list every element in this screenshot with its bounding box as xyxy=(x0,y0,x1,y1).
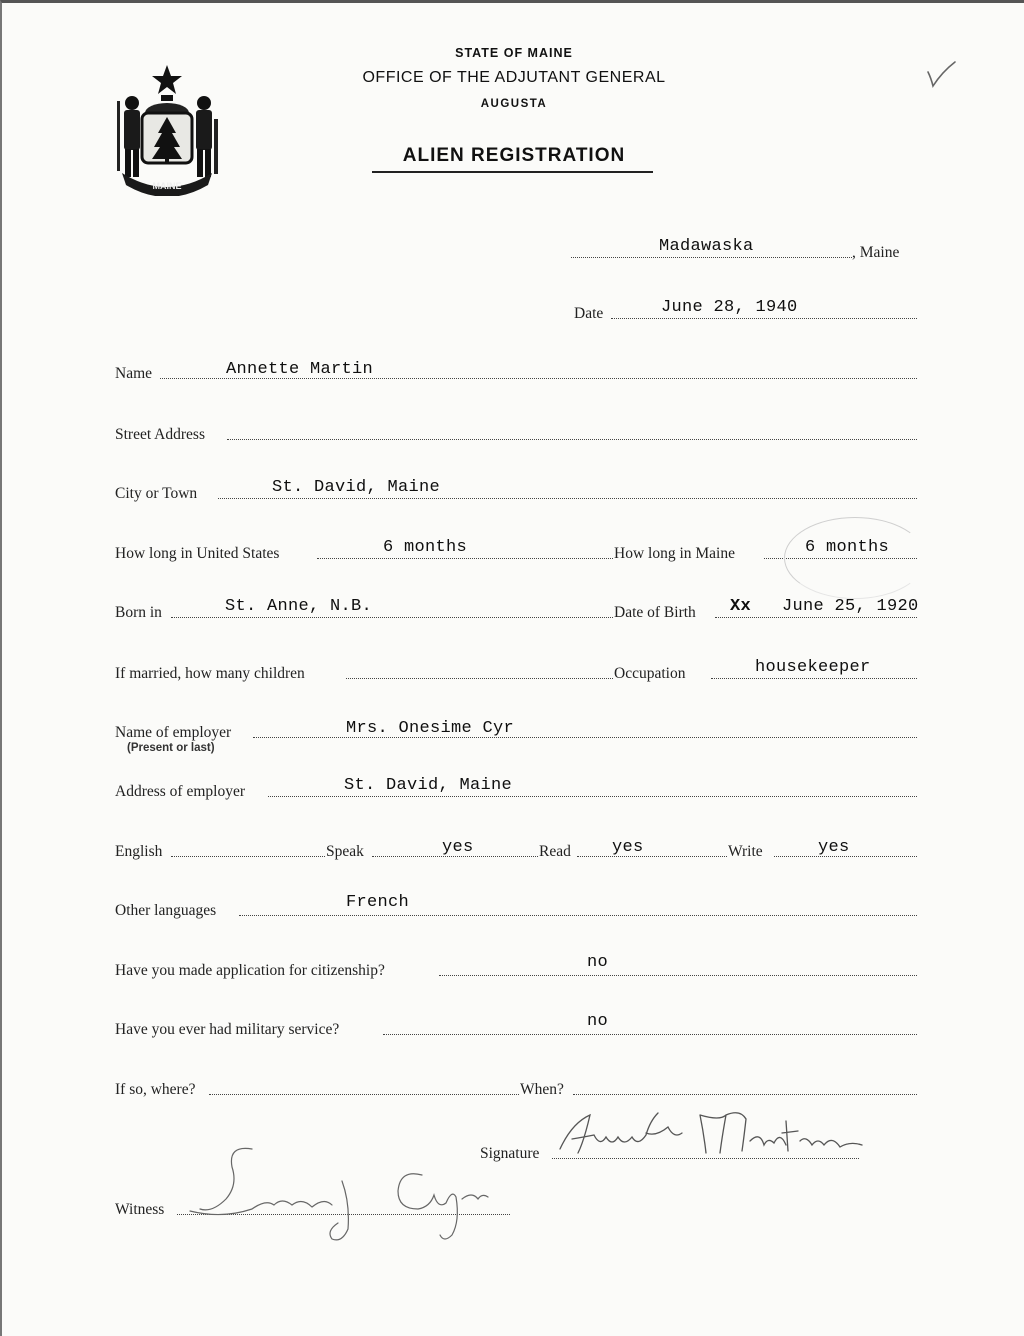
military-label: Have you ever had military service? xyxy=(115,1021,340,1038)
occupation-value: housekeeper xyxy=(755,658,871,677)
svg-text:MAINE: MAINE xyxy=(152,181,182,191)
citizenship-row xyxy=(115,954,917,980)
city-value: St. David, Maine xyxy=(272,478,441,497)
name-value: Annette Martin xyxy=(226,360,374,379)
date-of-birth-label: Date of Birth xyxy=(614,604,696,621)
children-label: If married, how many children xyxy=(115,665,305,682)
city-label: City or Town xyxy=(115,485,198,502)
born-row xyxy=(115,596,917,622)
header-state: STATE OF MAINE xyxy=(455,46,573,60)
employer-row xyxy=(115,716,917,754)
name-label: Name xyxy=(115,365,153,382)
employer-address-label: Address of employer xyxy=(115,783,245,800)
header-city: AUGUSTA xyxy=(480,98,548,110)
title-underline xyxy=(372,171,653,173)
where-when-row xyxy=(115,1073,917,1099)
how-long-us-value: 6 months xyxy=(383,538,468,557)
date-label: Date xyxy=(574,305,604,322)
witness-label: Witness xyxy=(115,1201,165,1218)
speak-value: yes xyxy=(442,838,474,857)
date-row xyxy=(115,297,917,323)
employer-sublabel: (Present or last) xyxy=(127,742,215,754)
other-languages-value: French xyxy=(346,893,410,912)
place-row xyxy=(115,236,917,262)
citizenship-label: Have you made application for citizenship? xyxy=(115,962,385,979)
city-row xyxy=(115,477,917,503)
speak-label: Speak xyxy=(326,843,364,860)
witness-handwriting xyxy=(182,1139,492,1249)
form-title: ALIEN REGISTRATION xyxy=(402,145,626,166)
header-office: OFFICE OF THE ADJUTANT GENERAL xyxy=(362,69,666,86)
signature-handwriting xyxy=(550,1101,880,1171)
place-suffix: , Maine xyxy=(852,244,900,261)
name-row xyxy=(115,357,917,383)
read-value: yes xyxy=(612,838,644,857)
other-languages-row xyxy=(115,894,917,920)
citizenship-value: no xyxy=(587,953,609,972)
born-in-label: Born in xyxy=(115,604,162,621)
how-long-us-label: How long in United States xyxy=(115,545,280,562)
military-value: no xyxy=(587,1012,609,1031)
street-address-row xyxy=(115,418,917,444)
employer-address-row xyxy=(115,775,917,801)
how-long-maine-label: How long in Maine xyxy=(614,545,735,562)
english-label: English xyxy=(115,843,163,860)
employer-address-value: St. David, Maine xyxy=(344,776,513,795)
employer-label: Name of employer xyxy=(115,724,232,741)
street-address-label: Street Address xyxy=(115,426,205,443)
where-label: If so, where? xyxy=(115,1081,196,1098)
occupation-label: Occupation xyxy=(614,665,686,682)
date-of-birth-value: June 25, 1920 xyxy=(782,597,919,616)
employer-value: Mrs. Onesime Cyr xyxy=(346,719,515,738)
how-long-maine-value: 6 months xyxy=(805,538,890,557)
other-languages-label: Other languages xyxy=(115,902,217,919)
pencil-circle-mark xyxy=(784,517,926,599)
military-row xyxy=(115,1013,917,1039)
when-label: When? xyxy=(520,1081,564,1098)
date-of-birth-strike: Xx xyxy=(730,597,752,616)
date-value: June 28, 1940 xyxy=(661,298,798,317)
write-label: Write xyxy=(728,843,763,860)
write-value: yes xyxy=(818,838,850,857)
english-row xyxy=(115,835,917,861)
signature-label: Signature xyxy=(480,1145,540,1162)
place-value: Madawaska xyxy=(659,237,754,256)
read-label: Read xyxy=(539,843,571,860)
children-row xyxy=(115,657,917,683)
born-in-value: St. Anne, N.B. xyxy=(225,597,373,616)
